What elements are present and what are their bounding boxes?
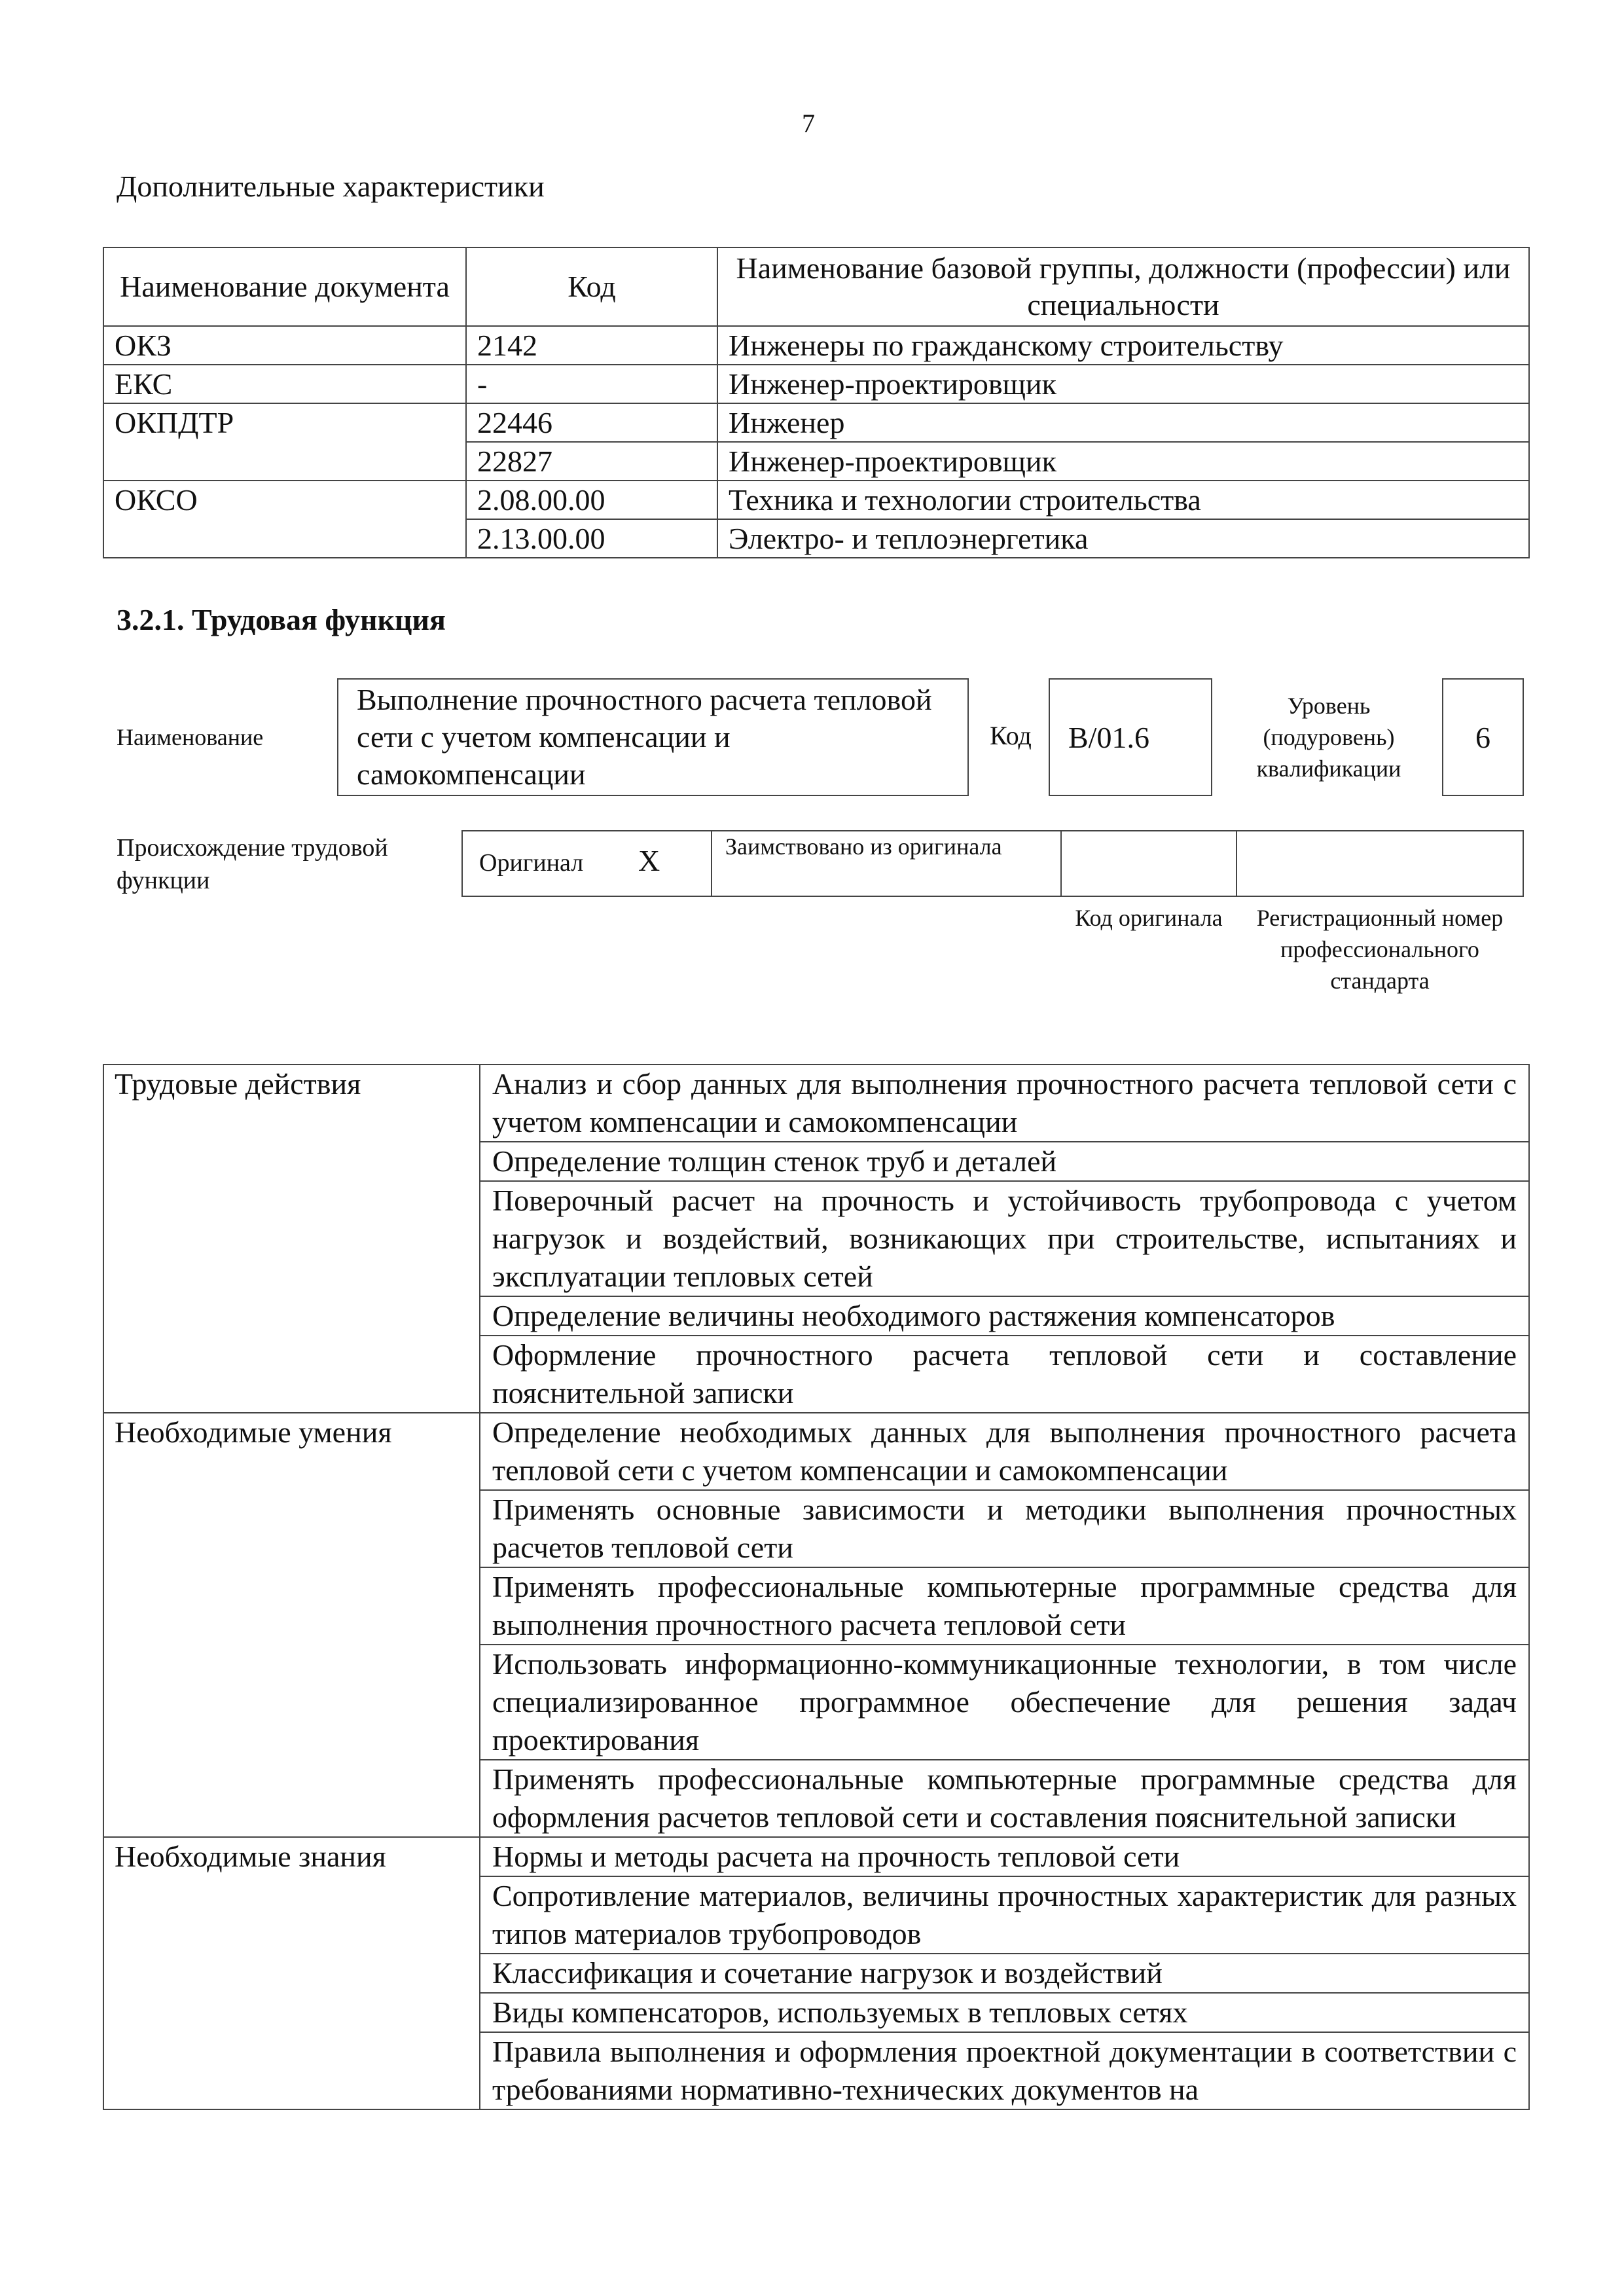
- list-item: Нормы и методы расчета на прочность тепловой сети: [480, 1837, 1529, 1876]
- borrowed-cell: Заимствовано из оригинала: [711, 830, 1062, 897]
- function-name-box: Выполнение прочностного расчета тепловой сети с учетом компенсации и самокомпенсации: [337, 678, 969, 796]
- table-row: [103, 365, 1529, 403]
- list-item: Определение величины необходимого растяжения компенсаторов: [480, 1296, 1529, 1336]
- table-row: [103, 1065, 1529, 1142]
- row-name: Инженер-проектировщик: [717, 365, 1529, 403]
- original-code-caption: Код оригинала: [1075, 905, 1223, 931]
- row-name: Инженер: [717, 403, 1529, 442]
- reg-number-caption: Регистрационный номер профессионального стандарта: [1256, 905, 1504, 994]
- list-item: Виды компенсаторов, используемых в тепловых сетях: [480, 1993, 1529, 2032]
- function-code-label: Код: [990, 721, 1032, 750]
- list-item: Использовать информационно-коммуникационные технологии, в том числе специализированное программное обеспечение для решения задач проектирования: [480, 1645, 1529, 1760]
- reg-number-cell: [1236, 830, 1524, 897]
- qualification-level-box: 6: [1442, 678, 1524, 796]
- row-name: Техника и технологии строительства: [717, 481, 1529, 519]
- list-item: Определение необходимых данных для выполнения прочностного расчета тепловой сети с учетом компенсации и самокомпенсации: [480, 1413, 1529, 1490]
- row-doc: [103, 442, 466, 481]
- header-document: Наименование документа: [103, 247, 466, 326]
- list-item: Правила выполнения и оформления проектной документации в соответствии с требованиями нормативно-технических документов на: [480, 2032, 1529, 2109]
- function-name-label: Наименование: [117, 724, 264, 750]
- table-row: [103, 326, 1529, 365]
- list-item: Анализ и сбор данных для выполнения прочностного расчета тепловой сети с учетом компенсации и самокомпенсации: [480, 1065, 1529, 1142]
- table-header-row: [103, 247, 1529, 326]
- row-code: 22446: [466, 403, 717, 442]
- table-row: [103, 1837, 1529, 1876]
- labor-function-details-table: [103, 1064, 1530, 2110]
- function-code-box: B/01.6: [1049, 678, 1212, 796]
- original-mark: X: [638, 844, 660, 877]
- original-cell: [461, 830, 712, 897]
- row-doc: ОКСО: [103, 481, 466, 519]
- row-name: Инженеры по гражданскому строительству: [717, 326, 1529, 365]
- qualification-level-label: Уровень (подуровень) квалификации: [1256, 693, 1401, 782]
- required-skills-label: Необходимые умения: [103, 1413, 480, 1837]
- row-code: 22827: [466, 442, 717, 481]
- table-row: [103, 481, 1529, 519]
- list-item: Применять профессиональные компьютерные программные средства для выполнения прочностного расчета тепловой сети: [480, 1567, 1529, 1645]
- header-code: Код: [466, 247, 717, 326]
- table-row: [103, 442, 1529, 481]
- section-title: 3.2.1. Трудовая функция: [117, 603, 446, 636]
- table-row: [103, 519, 1529, 558]
- required-knowledge-label: Необходимые знания: [103, 1837, 480, 2109]
- labor-actions-label: Трудовые действия: [103, 1065, 480, 1413]
- row-name: Электро- и теплоэнергетика: [717, 519, 1529, 558]
- additional-characteristics-table: [103, 247, 1530, 558]
- origin-row: [461, 830, 1524, 897]
- list-item: Классификация и сочетание нагрузок и воздействий: [480, 1954, 1529, 1993]
- list-item: Поверочный расчет на прочность и устойчивость трубопровода с учетом нагрузок и воздействий, возникающих при строительстве, испытаниях и эксплуатации тепловых сетей: [480, 1181, 1529, 1296]
- original-code-cell: [1060, 830, 1237, 897]
- table-row: [103, 403, 1529, 442]
- table-row: [103, 1413, 1529, 1490]
- list-item: Определение толщин стенок труб и деталей: [480, 1142, 1529, 1181]
- header-group-name: Наименование базовой группы, должности (профессии) или специальности: [717, 247, 1529, 326]
- row-doc: ЕКС: [103, 365, 466, 403]
- row-code: -: [466, 365, 717, 403]
- row-doc: [103, 519, 466, 558]
- row-doc: ОКЗ: [103, 326, 466, 365]
- original-label: Оригинал: [479, 849, 584, 877]
- list-item: Применять профессиональные компьютерные программные средства для оформления расчетов тепловой сети и составления пояснительной записки: [480, 1760, 1529, 1837]
- row-doc: ОКПДТР: [103, 403, 466, 442]
- additional-characteristics-heading: Дополнительные характеристики: [117, 170, 545, 203]
- row-code: 2.13.00.00: [466, 519, 717, 558]
- function-origin-label: Происхождение трудовой функции: [117, 834, 388, 894]
- list-item: Применять основные зависимости и методики выполнения прочностных расчетов тепловой сети: [480, 1490, 1529, 1567]
- page-number: 7: [802, 109, 815, 138]
- row-name: Инженер-проектировщик: [717, 442, 1529, 481]
- list-item: Оформление прочностного расчета тепловой сети и составление пояснительной записки: [480, 1336, 1529, 1413]
- row-code: 2142: [466, 326, 717, 365]
- row-code: 2.08.00.00: [466, 481, 717, 519]
- list-item: Сопротивление материалов, величины прочностных характеристик для разных типов материалов трубопроводов: [480, 1876, 1529, 1954]
